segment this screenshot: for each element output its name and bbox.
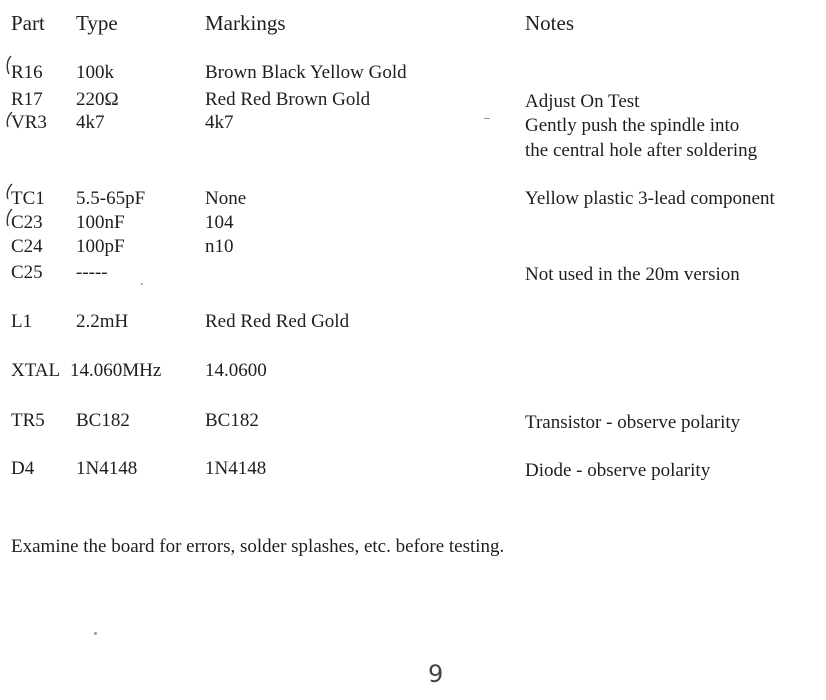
part-cell: R16	[11, 62, 43, 83]
markings-cell: Brown Black Yellow Gold	[205, 62, 407, 83]
paper-speck	[484, 118, 490, 119]
notes-cell: Transistor - observe polarity	[525, 412, 741, 433]
table-row	[0, 88, 826, 112]
type-cell: 1N4148	[76, 458, 138, 479]
paper-speck	[94, 632, 97, 635]
markings-cell: 14.0600	[205, 360, 267, 381]
part-cell: R17	[11, 89, 43, 110]
part-cell: C25	[11, 262, 43, 283]
table-row	[0, 187, 826, 211]
table-row	[0, 310, 826, 334]
type-cell: BC182	[76, 410, 130, 431]
header-type: Type	[76, 11, 118, 35]
notes-cell: Not used in the 20m version	[525, 264, 740, 285]
page-number: 9	[428, 660, 444, 688]
notes-cell: Adjust On Test	[525, 91, 640, 112]
type-cell: 100nF	[76, 212, 125, 233]
notes-cell: Yellow plastic 3-lead component	[525, 188, 775, 209]
type-cell: 2.2mH	[76, 311, 129, 332]
table-row	[0, 235, 826, 259]
table-row	[0, 111, 826, 135]
table-row	[0, 409, 826, 433]
part-cell: C23	[11, 212, 43, 233]
type-cell: 100pF	[76, 236, 125, 257]
part-cell: TC1	[11, 188, 45, 209]
header-part: Part	[11, 11, 45, 35]
table-row	[0, 139, 826, 163]
part-cell: VR3	[11, 112, 47, 133]
type-cell: 14.060MHz	[70, 360, 162, 381]
markings-cell: 104	[205, 212, 234, 233]
part-cell: L1	[11, 311, 33, 332]
type-cell: 220Ω	[76, 89, 119, 110]
markings-cell: 1N4148	[205, 458, 267, 479]
markings-cell: Red Red Brown Gold	[205, 89, 371, 110]
table-row	[0, 61, 826, 85]
table-row	[0, 457, 826, 481]
header-markings: Markings	[205, 11, 286, 35]
type-cell: -----	[76, 262, 108, 283]
part-cell: C24	[11, 236, 43, 257]
part-cell: D4	[11, 458, 35, 479]
footer-note: Examine the board for errors, solder splashes, etc. before testing.	[11, 536, 505, 557]
type-cell: 5.5-65pF	[76, 188, 146, 209]
notes-cell: Diode - observe polarity	[525, 460, 711, 481]
type-cell: 100k	[76, 62, 114, 83]
markings-cell: Red Red Red Gold	[205, 311, 350, 332]
notes-cell: the central hole after soldering	[525, 140, 758, 161]
markings-cell: n10	[205, 236, 234, 257]
header-notes: Notes	[525, 11, 574, 35]
type-cell: 4k7	[76, 112, 105, 133]
part-cell: TR5	[11, 410, 45, 431]
table-header	[0, 11, 826, 35]
part-cell: XTAL	[11, 360, 61, 381]
table-row	[0, 359, 826, 383]
table-row	[0, 261, 826, 285]
notes-cell: Gently push the spindle into	[525, 115, 740, 136]
paper-speck	[141, 283, 143, 285]
markings-cell: None	[205, 188, 247, 209]
table-row	[0, 211, 826, 235]
markings-cell: BC182	[205, 410, 259, 431]
markings-cell: 4k7	[205, 112, 234, 133]
